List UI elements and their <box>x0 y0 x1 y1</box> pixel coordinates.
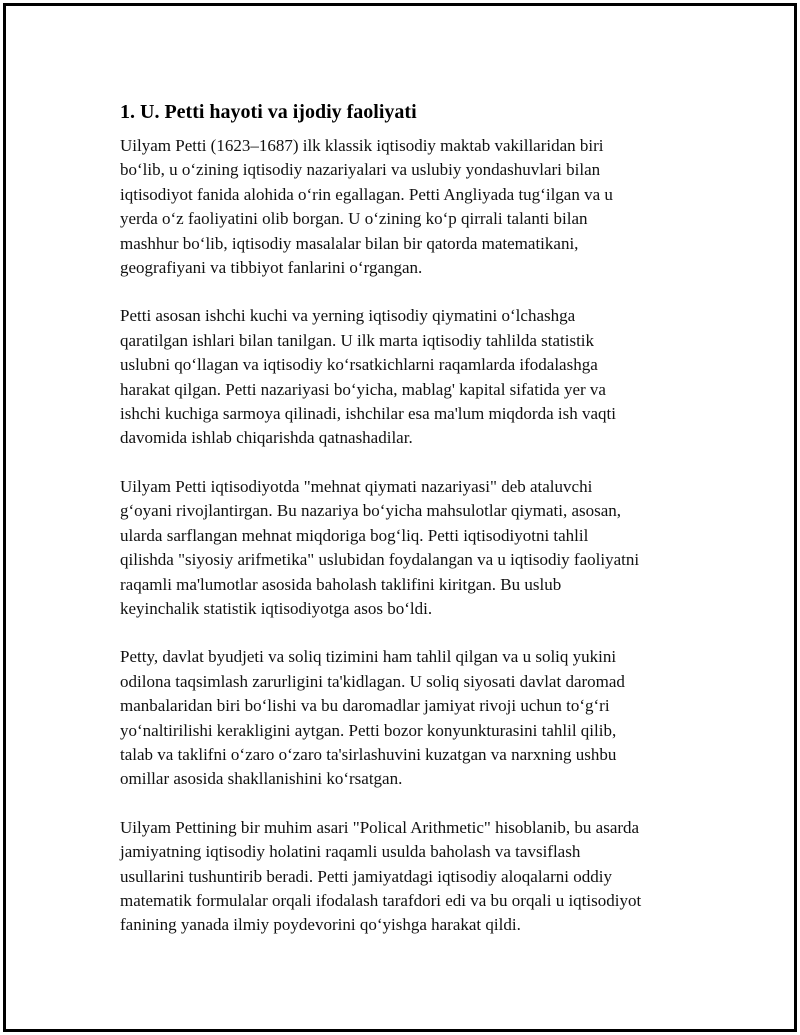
text-line: ularda sarflangan mehnat miqdoriga bog‘liq. Petti iqtisodiyotni tahlil <box>120 525 589 545</box>
text-line: yerda o‘z faoliyatini olib borgan. U o‘zining ko‘p qirrali talanti bilan <box>120 209 588 229</box>
text-line: qilishda "siyosiy arifmetika" uslubidan foydalangan va u iqtisodiy faoliyatni <box>120 550 640 570</box>
text-line: iqtisodiyot fanida alohida o‘rin egallagan. Petti Angliyada tug‘ilgan va u <box>120 184 613 204</box>
text-line: raqamli ma'lumotlar asosida baholash taklifini kiritgan. Bu uslub <box>120 574 562 594</box>
text-line: bo‘lib, u o‘zining iqtisodiy nazariyalari va uslubiy yondashuvlari bilan <box>120 160 601 180</box>
text-line: qaratilgan ishlari bilan tanilgan. U ilk marta iqtisodiy tahlilda statistik <box>120 330 595 350</box>
text-line: harakat qilgan. Petti nazariyasi bo‘yicha, mablag' kapital sifatida yer va <box>120 379 606 399</box>
text-line: jamiyatning iqtisodiy holatini raqamli usulda baholash va tavsiflash <box>120 842 581 862</box>
text-line: keyinchalik statistik iqtisodiyotga asos bo‘ldi. <box>120 598 433 618</box>
text-line: usullarini tushuntirib beradi. Petti jamiyatdagi iqtisodiy aloqalarni oddiy <box>120 866 612 886</box>
paragraph-5 <box>120 816 680 938</box>
text-line: manbalaridan biri bo‘lishi va bu daromadlar jamiyat rivoji uchun to‘g‘ri <box>120 696 610 716</box>
paragraph-1 <box>120 134 680 280</box>
text-line: Uilyam Pettining bir muhim asari "Polical Arithmetic" hisoblanib, bu asarda <box>120 817 640 837</box>
paragraph-2 <box>120 304 680 450</box>
page-frame <box>3 3 797 1032</box>
text-line: Petti asosan ishchi kuchi va yerning iqtisodiy qiymatini o‘lchashga <box>120 306 576 326</box>
paragraph-4 <box>120 645 680 791</box>
text-line: yo‘naltirilishi kerakligini aytgan. Petti bozor konyunkturasini tahlil qilib, <box>120 720 617 740</box>
text-line: ishchi kuchiga sarmoya qilinadi, ishchilar esa ma'lum miqdorda ish vaqti <box>120 404 616 424</box>
text-line: omillar asosida shakllanishini ko‘rsatgan. <box>120 769 403 789</box>
text-line: fanining yanada ilmiy poydevorini qo‘yishga harakat qildi. <box>120 915 521 935</box>
text-line: matematik formulalar orqali ifodalash tarafdori edi va bu orqali u iqtisodiyot <box>120 890 642 910</box>
document-body <box>120 98 680 962</box>
text-line: talab va taklifni o‘zaro o‘zaro ta'sirlashuvini kuzatgan va narxning ushbu <box>120 744 617 764</box>
text-line: g‘oyani rivojlantirgan. Bu nazariya bo‘yicha mahsulotlar qiymati, asosan, <box>120 501 622 521</box>
text-line: odilona taqsimlash zarurligini ta'kidlagan. U soliq siyosati davlat daromad <box>120 671 625 691</box>
text-line: geografiyani va tibbiyot fanlarini o‘rgangan. <box>120 258 423 278</box>
text-line: Uilyam Petti iqtisodiyotda "mehnat qiymati nazariyasi" deb ataluvchi <box>120 476 593 496</box>
text-line: mashhur bo‘lib, iqtisodiy masalalar bilan bir qatorda matematikani, <box>120 233 579 253</box>
text-line: Uilyam Petti (1623–1687) ilk klassik iqtisodiy maktab vakillaridan biri <box>120 136 604 155</box>
paragraph-3 <box>120 475 680 621</box>
text-line: davomida ishlab chiqarishda qatnashadilar. <box>120 428 413 448</box>
text-line: Petty, davlat byudjeti va soliq tizimini ham tahlil qilgan va u soliq yukini <box>120 647 617 667</box>
section-heading: 1. U. Petti hayoti va ijodiy faoliyati <box>120 101 417 123</box>
text-line: uslubni qo‘llagan va iqtisodiy ko‘rsatkichlarni raqamlarda ifodalashga <box>120 355 598 375</box>
